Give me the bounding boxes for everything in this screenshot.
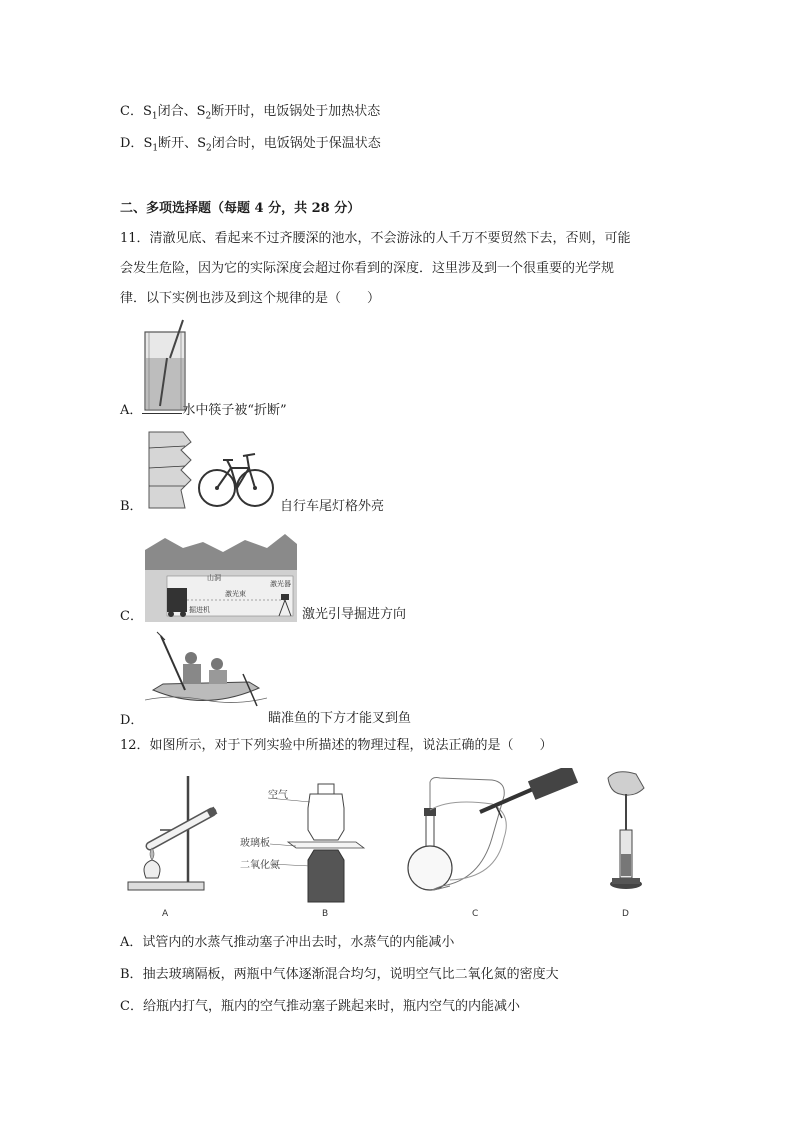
option-text: 断开、S <box>158 136 206 151</box>
fig-b-diffusion-bottles <box>268 784 364 902</box>
option-text: S <box>142 104 152 119</box>
option-text: 闭合、S <box>157 104 206 119</box>
subscript: 1 <box>151 111 158 122</box>
q11-option-c-text: 激光引导掘进方向 <box>302 607 407 622</box>
option-label: D． <box>120 136 144 151</box>
option-text: 给瓶内打气，瓶内的空气推动塞子跳起来时，瓶内空气的内能减小 <box>142 999 520 1014</box>
option-text: 抽去玻璃隔板，两瓶中气体逐渐混合均匀，说明空气比二氧化氮的密度大 <box>142 967 559 982</box>
option-label: C． <box>120 104 143 119</box>
q12-stem: 12．如图所示，对于下列实验中所描述的物理过程，说法正确的是（ ） <box>120 738 553 753</box>
underline-blank <box>142 401 182 414</box>
q11-option-d-label: D． <box>120 713 144 728</box>
q12-option-c <box>120 998 520 1016</box>
prev-option-c <box>120 103 380 126</box>
q11-stem-line-2: 会发生危险，因为它的实际深度会超过你看到的深度．这里涉及到一个很重要的光学规 <box>120 261 615 276</box>
fig-letter-c: C <box>472 909 479 919</box>
q11-option-b-label: B． <box>120 499 143 514</box>
q11-stem-line-3: 律．以下实例也涉及到这个规律的是（ ） <box>120 291 381 306</box>
option-label: B． <box>120 967 143 982</box>
no2-label: 二氧化氮 <box>240 860 280 871</box>
option-text: S <box>143 136 153 151</box>
option-text: 水中筷子被“折断” <box>182 403 287 418</box>
laser-label: 激光器 <box>270 580 291 588</box>
section-title: 二、多项选择题（每题 4 分，共 28 分） <box>120 201 361 216</box>
fig-c-flask-pump <box>408 768 578 890</box>
q11-option-d-text: 瞄准鱼的下方才能叉到鱼 <box>268 711 412 726</box>
machine-label: 掘进机 <box>189 606 210 614</box>
air-label: 空气 <box>268 790 288 801</box>
option-label: A． <box>120 403 143 418</box>
fig-d-piston <box>608 772 644 889</box>
glass-chopstick-figure <box>143 318 191 413</box>
option-text: 闭合时，电饭锅处于保温状态 <box>211 136 381 151</box>
fig-a-test-tube <box>128 776 217 890</box>
glass-plate-label: 玻璃板 <box>240 838 270 849</box>
fig-letter-b: B <box>322 909 329 919</box>
q11-stem-line-1: 11．清澈见底、看起来不过齐腰深的池水，不会游泳的人千万不要贸然下去，否则，可能 <box>120 231 631 246</box>
q12-experiments-figure <box>120 768 660 920</box>
tunnel-laser-figure <box>145 530 297 622</box>
bicycle-reflector-figure <box>145 428 277 513</box>
subscript: 2 <box>205 143 212 154</box>
prev-option-d <box>120 135 381 158</box>
q11-option-c-label: C． <box>120 609 143 624</box>
option-text: 断开时，电饭锅处于加热状态 <box>211 104 381 119</box>
beam-label: 激光束 <box>225 590 246 598</box>
cave-label: 山洞 <box>207 574 221 582</box>
option-label: A． <box>120 935 143 950</box>
fig-letter-d: D <box>622 909 629 919</box>
fishing-boat-figure <box>145 630 267 712</box>
fig-letter-a: A <box>162 909 169 919</box>
subscript: 1 <box>152 143 159 154</box>
option-text: 试管内的水蒸气推动塞子冲出去时，水蒸气的内能减小 <box>142 935 455 950</box>
q11-option-a <box>120 401 287 420</box>
option-label: C． <box>120 999 143 1014</box>
q12-option-a <box>120 934 454 952</box>
q12-option-b <box>120 966 559 984</box>
q11-option-b-text: 自行车尾灯格外亮 <box>280 499 385 514</box>
subscript: 2 <box>205 111 212 122</box>
